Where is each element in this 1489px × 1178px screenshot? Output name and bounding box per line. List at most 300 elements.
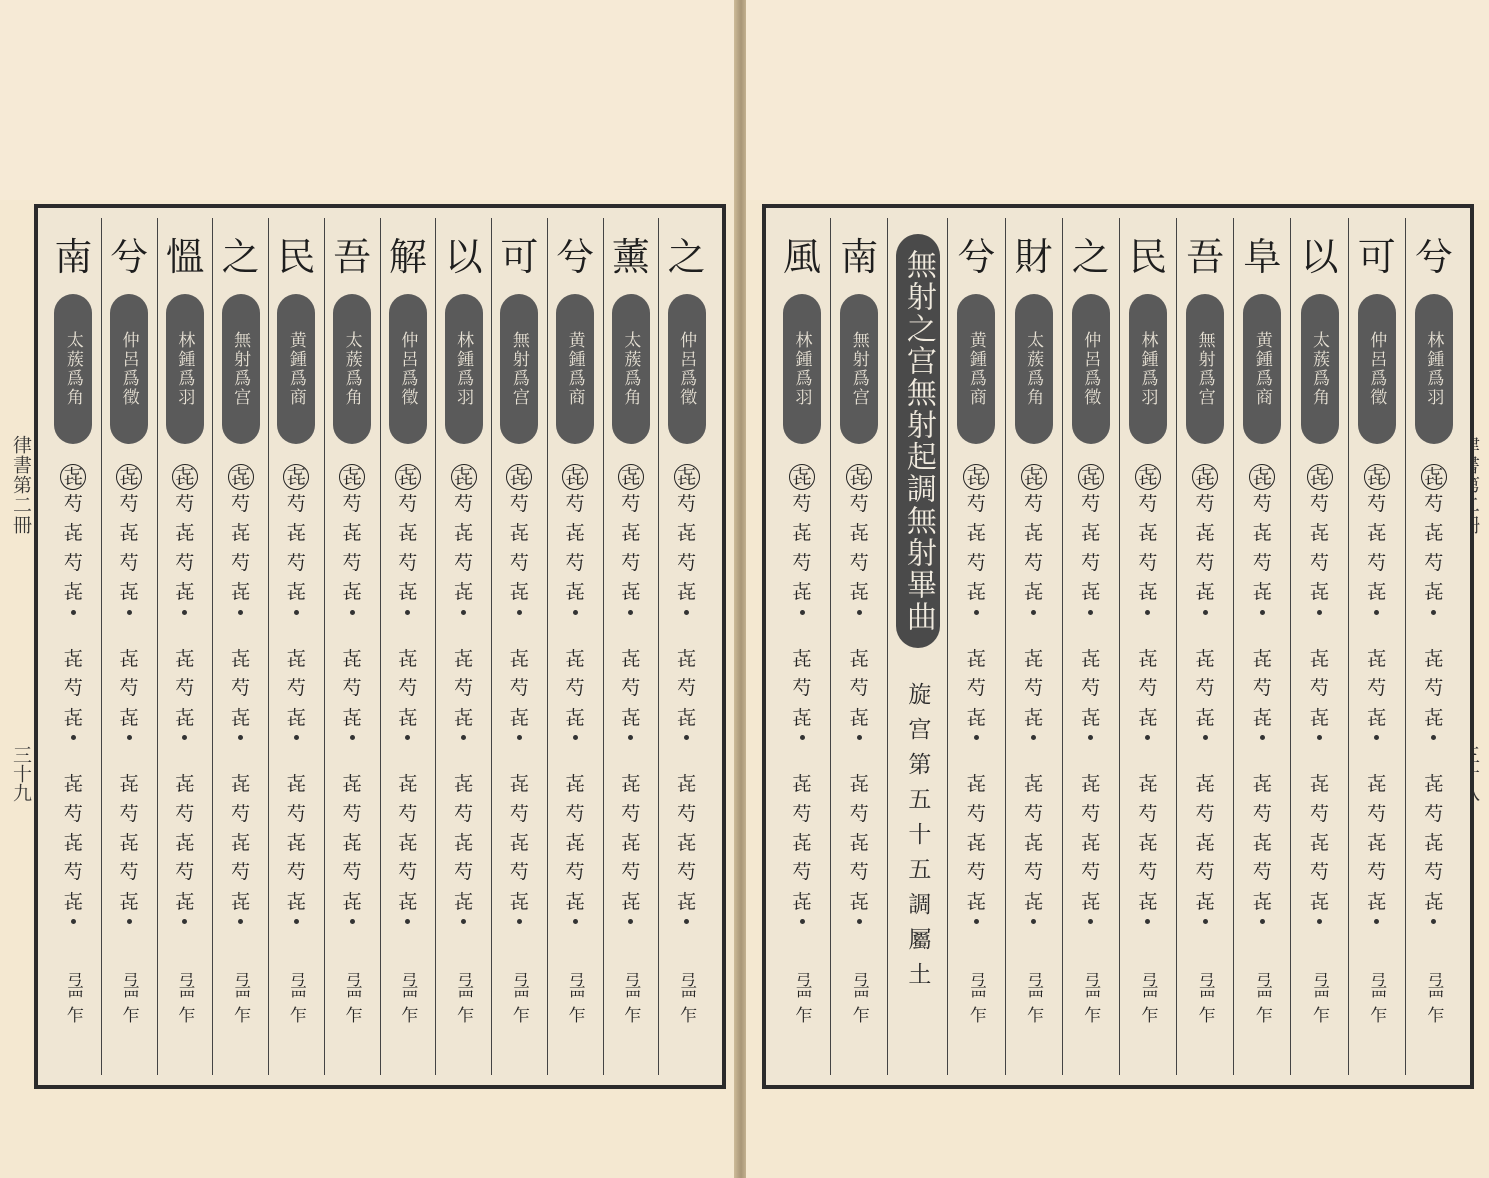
notation-phrase (963, 464, 989, 619)
phrase-dot (1431, 735, 1436, 740)
notation-glyph: 芍 (966, 551, 986, 574)
top-margin (0, 0, 736, 200)
notation-block (1307, 464, 1333, 954)
notation-phrase (677, 770, 696, 928)
phrase-dot (1203, 735, 1208, 740)
notation-glyph: 芍 (1195, 677, 1215, 700)
notation-glyph: 芍 (792, 551, 812, 574)
notation-glyph: 芍 (849, 861, 869, 884)
notation-glyph: 㐂 (1424, 890, 1444, 913)
notation-glyph: 㐂 (1024, 522, 1044, 545)
notation-phrase (64, 645, 83, 744)
notation-glyph: 㐂 (792, 706, 812, 729)
notation-glyph: 㐂 (849, 773, 869, 796)
notation-glyph: 㐂 (621, 773, 641, 796)
notation-phrase (967, 770, 986, 928)
notation-phrase (1367, 770, 1386, 928)
mode-label: 太蔟爲角 (341, 331, 362, 407)
notation-glyph: 芍 (849, 677, 869, 700)
notation-glyph: 㐂 (677, 522, 697, 545)
notation-glyph: 芍 (63, 551, 83, 574)
phrase-dot (1145, 919, 1150, 924)
notation-glyph: 芍 (175, 802, 195, 825)
notation-phrase (1135, 464, 1161, 619)
notation-glyph: 㐂 (63, 706, 83, 729)
notation-glyph: 芍 (342, 677, 362, 700)
mode-cartouche (1415, 294, 1453, 444)
mode-label: 太蔟爲角 (1023, 331, 1044, 407)
phrase-dot (1088, 919, 1093, 924)
mode-cartouche (277, 294, 315, 444)
title-column (887, 218, 947, 1075)
score-column (658, 218, 714, 1075)
notation-glyph: 㐂 (228, 464, 254, 490)
notation-phrase (566, 645, 585, 744)
lyric-character: 財 (1014, 235, 1053, 279)
notation-glyph: 芍 (1367, 861, 1387, 884)
notation-glyph: 㐂 (1424, 831, 1444, 854)
notation-glyph: 㐂 (454, 647, 474, 670)
notation-glyph: 㐂 (1195, 581, 1215, 604)
notation-glyph: 芍 (1424, 551, 1444, 574)
notation-glyph: 㐂 (1307, 464, 1333, 490)
notation-glyph: 㐂 (1310, 890, 1330, 913)
notation-block (789, 464, 815, 954)
notation-glyph: 㐂 (1252, 581, 1272, 604)
notation-phrase (343, 645, 362, 744)
performance-mark: 弖罒乍 (1423, 972, 1444, 1024)
phrase-dot (182, 610, 187, 615)
notation-glyph: 㐂 (231, 647, 251, 670)
notation-glyph: 㐂 (966, 890, 986, 913)
notation-phrase (1424, 770, 1443, 928)
notation-glyph: 芍 (231, 493, 251, 515)
phrase-dot (461, 735, 466, 740)
score-column (1405, 218, 1462, 1075)
notation-glyph: 芍 (509, 677, 529, 700)
notation-glyph: 㐂 (677, 647, 697, 670)
phrase-dot (800, 610, 805, 615)
notation-glyph: 芍 (1195, 493, 1215, 515)
notation-glyph: 㐂 (1367, 773, 1387, 796)
lyric-character: 可 (1357, 235, 1396, 279)
notation-glyph: 㐂 (60, 464, 86, 490)
phrase-dot (1317, 735, 1322, 740)
notation-glyph: 㐂 (63, 831, 83, 854)
notation-block (1249, 464, 1275, 954)
phrase-dot (628, 610, 633, 615)
mode-cartouche (1129, 294, 1167, 444)
notation-glyph: 芍 (1081, 551, 1101, 574)
notation-glyph: 芍 (454, 861, 474, 884)
notation-glyph: 芍 (342, 861, 362, 884)
notation-glyph: 芍 (63, 677, 83, 700)
phrase-dot (350, 735, 355, 740)
notation-glyph: 㐂 (1310, 773, 1330, 796)
notation-glyph: 㐂 (1192, 464, 1218, 490)
phrase-dot (238, 610, 243, 615)
notation-glyph: 㐂 (63, 581, 83, 604)
notation-glyph: 芍 (509, 861, 529, 884)
notation-glyph: 芍 (966, 802, 986, 825)
mode-label: 黄鍾爲商 (1251, 331, 1272, 407)
notation-glyph: 芍 (792, 493, 812, 515)
notation-glyph: 芍 (677, 802, 697, 825)
notation-phrase (454, 645, 473, 744)
notation-phrase (510, 770, 529, 928)
notation-glyph: 㐂 (1195, 522, 1215, 545)
notation-glyph: 芍 (63, 802, 83, 825)
notation-glyph: 㐂 (286, 522, 306, 545)
notation-glyph: 㐂 (231, 773, 251, 796)
notation-glyph: 㐂 (286, 581, 306, 604)
notation-glyph: 㐂 (621, 890, 641, 913)
notation-glyph: 㐂 (565, 831, 585, 854)
notation-phrase (287, 770, 306, 928)
notation-glyph: 㐂 (398, 706, 418, 729)
phrase-dot (1031, 919, 1036, 924)
fore-edge-title: 律書第二冊 (10, 435, 32, 535)
mode-label: 黄鍾爲商 (564, 331, 585, 407)
notation-glyph: 芍 (1310, 551, 1330, 574)
notation-block (674, 464, 700, 954)
lyric-character: 兮 (110, 235, 149, 279)
mode-label: 黄鍾爲商 (285, 331, 306, 407)
notation-glyph: 㐂 (792, 831, 812, 854)
notation-glyph: 芍 (1195, 861, 1215, 884)
notation-phrase (175, 770, 194, 928)
notation-glyph: 芍 (565, 551, 585, 574)
notation-glyph: 㐂 (342, 773, 362, 796)
notation-phrase (1021, 464, 1047, 619)
score-column (1290, 218, 1347, 1075)
top-margin (746, 0, 1489, 200)
mode-label: 無射爲宫 (508, 331, 529, 407)
notation-glyph: 芍 (119, 493, 139, 515)
performance-mark: 弖罒乍 (1251, 972, 1272, 1024)
phrase-dot (1145, 610, 1150, 615)
notation-glyph: 㐂 (1195, 773, 1215, 796)
notation-glyph: 㐂 (1024, 890, 1044, 913)
phrase-dot (127, 735, 132, 740)
notation-glyph: 芍 (1081, 802, 1101, 825)
phrase-dot (182, 735, 187, 740)
notation-glyph: 㐂 (792, 522, 812, 545)
notation-phrase (846, 464, 872, 619)
notation-glyph: 㐂 (1195, 706, 1215, 729)
notation-phrase (621, 770, 640, 928)
notation-glyph: 㐂 (677, 581, 697, 604)
notation-glyph: 㐂 (175, 522, 195, 545)
lyric-character: 之 (221, 235, 260, 279)
notation-glyph: 㐂 (1138, 522, 1158, 545)
score-column (101, 218, 157, 1075)
notation-glyph: 㐂 (119, 706, 139, 729)
notation-glyph: 㐂 (454, 581, 474, 604)
notation-glyph: 㐂 (1138, 890, 1158, 913)
notation-glyph: 芍 (1024, 493, 1044, 515)
notation-glyph: 㐂 (509, 773, 529, 796)
lyric-character: 以 (1300, 235, 1339, 279)
notation-glyph: 㐂 (1195, 890, 1215, 913)
notation-glyph: 㐂 (1024, 773, 1044, 796)
notation-glyph: 芍 (1424, 802, 1444, 825)
notation-glyph: 㐂 (175, 706, 195, 729)
performance-mark: 弖罒乍 (1080, 972, 1101, 1024)
notation-glyph: 㐂 (677, 890, 697, 913)
notation-glyph: 㐂 (1081, 831, 1101, 854)
mode-title: 無射之宫無射起調無射畢曲 (900, 249, 936, 633)
notation-glyph: 㐂 (1081, 647, 1101, 670)
lyric-character: 之 (667, 235, 706, 279)
notation-glyph: 㐂 (342, 647, 362, 670)
notation-block (172, 464, 198, 954)
notation-glyph: 㐂 (283, 464, 309, 490)
notation-glyph: 芍 (1367, 551, 1387, 574)
phrase-dot (1374, 610, 1379, 615)
notation-phrase (454, 770, 473, 928)
notation-phrase (506, 464, 532, 619)
notation-glyph: 芍 (1252, 493, 1272, 515)
notation-phrase (60, 464, 86, 619)
notation-phrase (1192, 464, 1218, 619)
phrase-dot (857, 735, 862, 740)
phrase-dot (71, 735, 76, 740)
notation-glyph: 㐂 (398, 647, 418, 670)
phrase-dot (1203, 919, 1208, 924)
notation-glyph: 㐂 (454, 890, 474, 913)
score-column (157, 218, 213, 1075)
notation-glyph: 芍 (175, 551, 195, 574)
notation-glyph: 㐂 (792, 647, 812, 670)
notation-glyph: 芍 (677, 677, 697, 700)
notation-glyph: 芍 (849, 551, 869, 574)
notation-phrase (120, 645, 139, 744)
notation-glyph: 㐂 (1138, 773, 1158, 796)
notation-glyph: 芍 (1138, 551, 1158, 574)
notation-glyph: 芍 (1310, 802, 1330, 825)
lyric-character: 民 (277, 235, 316, 279)
mode-label: 無射爲宫 (1194, 331, 1215, 407)
notation-glyph: 㐂 (175, 581, 195, 604)
notation-glyph: 㐂 (562, 464, 588, 490)
phrase-dot (1317, 610, 1322, 615)
phrase-dot (350, 610, 355, 615)
phrase-dot (1317, 919, 1322, 924)
notation-glyph: 㐂 (849, 706, 869, 729)
notation-phrase (674, 464, 700, 619)
phrase-dot (684, 735, 689, 740)
notation-glyph: 芍 (1424, 677, 1444, 700)
notation-glyph: 芍 (1252, 861, 1272, 884)
lyric-character: 解 (388, 235, 427, 279)
notation-glyph: 㐂 (175, 773, 195, 796)
lyric-character: 民 (1128, 235, 1167, 279)
score-column (46, 218, 101, 1075)
lyric-character: 吾 (333, 235, 372, 279)
notation-phrase (1421, 464, 1447, 619)
notation-glyph: 㐂 (1081, 581, 1101, 604)
mode-cartouche (1243, 294, 1281, 444)
notation-glyph: 㐂 (1424, 706, 1444, 729)
notation-glyph: 芍 (621, 802, 641, 825)
notation-glyph: 芍 (1252, 551, 1272, 574)
notation-glyph: 㐂 (454, 773, 474, 796)
notation-glyph: 㐂 (398, 522, 418, 545)
phrase-dot (1260, 735, 1265, 740)
notation-glyph: 芍 (63, 861, 83, 884)
notation-phrase (1078, 464, 1104, 619)
performance-mark: 弖罒乍 (230, 972, 251, 1024)
notation-block (1135, 464, 1161, 954)
notation-glyph: 㐂 (63, 773, 83, 796)
notation-phrase (510, 645, 529, 744)
lyric-character: 風 (783, 235, 822, 279)
notation-phrase (1138, 645, 1157, 744)
phrase-dot (1431, 610, 1436, 615)
notation-phrase (1364, 464, 1390, 619)
notation-glyph: 㐂 (565, 522, 585, 545)
notation-glyph: 芍 (1424, 861, 1444, 884)
notation-block (395, 464, 421, 954)
notation-glyph: 㐂 (621, 647, 641, 670)
notation-glyph: 芍 (565, 861, 585, 884)
notation-glyph: 㐂 (63, 647, 83, 670)
notation-glyph: 芍 (509, 493, 529, 515)
notation-glyph: 㐂 (966, 831, 986, 854)
phrase-dot (405, 919, 410, 924)
phrase-dot (461, 919, 466, 924)
notation-glyph: 芍 (286, 677, 306, 700)
lyric-character: 阜 (1243, 235, 1282, 279)
notation-glyph: 芍 (849, 493, 869, 515)
score-column (491, 218, 547, 1075)
notation-block (1192, 464, 1218, 954)
notation-glyph: 㐂 (119, 890, 139, 913)
phrase-dot (517, 919, 522, 924)
mode-cartouche (389, 294, 427, 444)
notation-glyph: 㐂 (1310, 581, 1330, 604)
notation-phrase (850, 770, 869, 928)
phrase-dot (1088, 735, 1093, 740)
score-column (947, 218, 1004, 1075)
page-number: 三十九 (10, 745, 32, 802)
notation-phrase (64, 770, 83, 928)
phrase-dot (974, 610, 979, 615)
mode-label: 仲呂爲徵 (397, 331, 418, 407)
performance-mark: 弖罒乍 (1194, 972, 1215, 1024)
notation-glyph: 㐂 (1195, 831, 1215, 854)
mode-label: 無射爲宫 (230, 331, 251, 407)
phrase-dot (857, 610, 862, 615)
notation-glyph: 㐂 (1367, 647, 1387, 670)
notation-glyph: 芍 (1138, 802, 1158, 825)
notation-glyph: 芍 (1310, 493, 1330, 515)
phrase-dot (1260, 919, 1265, 924)
notation-glyph: 芍 (1024, 802, 1044, 825)
notation-block (339, 464, 365, 954)
phrase-dot (294, 919, 299, 924)
notation-glyph: 㐂 (1024, 831, 1044, 854)
phrase-dot (1374, 735, 1379, 740)
phrase-dot (71, 610, 76, 615)
notation-glyph: 㐂 (1310, 706, 1330, 729)
score-column (1062, 218, 1119, 1075)
notation-phrase (793, 645, 812, 744)
lyric-character: 南 (54, 235, 93, 279)
notation-glyph: 㐂 (509, 831, 529, 854)
phrase-dot (1031, 610, 1036, 615)
notation-glyph: 芍 (175, 677, 195, 700)
notation-phrase (793, 770, 812, 928)
notation-glyph: 㐂 (1252, 890, 1272, 913)
notation-glyph: 㐂 (286, 831, 306, 854)
notation-block (1021, 464, 1047, 954)
notation-glyph: 㐂 (63, 890, 83, 913)
notation-block (451, 464, 477, 954)
notation-phrase (1024, 645, 1043, 744)
notation-glyph: 芍 (792, 677, 812, 700)
notation-glyph: 㐂 (509, 706, 529, 729)
notation-glyph: 㐂 (398, 890, 418, 913)
notation-glyph: 芍 (119, 802, 139, 825)
notation-phrase (283, 464, 309, 619)
notation-glyph: 㐂 (172, 464, 198, 490)
notation-phrase (231, 645, 250, 744)
notation-glyph: 㐂 (849, 647, 869, 670)
notation-glyph: 㐂 (1367, 706, 1387, 729)
mode-label: 林鍾爲羽 (174, 331, 195, 407)
notation-glyph: 㐂 (789, 464, 815, 490)
mode-label: 仲呂爲徵 (1366, 331, 1387, 407)
phrase-dot (1031, 735, 1036, 740)
phrase-dot (573, 610, 578, 615)
notation-glyph: 㐂 (509, 581, 529, 604)
notation-glyph: 芍 (565, 677, 585, 700)
notation-phrase (287, 645, 306, 744)
notation-glyph: 芍 (119, 861, 139, 884)
notation-glyph: 㐂 (565, 706, 585, 729)
notation-glyph: 芍 (175, 493, 195, 515)
notation-phrase (1310, 770, 1329, 928)
phrase-dot (628, 735, 633, 740)
notation-glyph: 芍 (286, 551, 306, 574)
notation-glyph: 㐂 (1367, 581, 1387, 604)
notation-glyph: 㐂 (175, 890, 195, 913)
notation-glyph: 芍 (1081, 861, 1101, 884)
notation-block (60, 464, 86, 954)
notation-glyph: 芍 (1138, 861, 1158, 884)
score-column (212, 218, 268, 1075)
notation-glyph: 㐂 (966, 581, 986, 604)
notation-glyph: 芍 (119, 677, 139, 700)
notation-glyph: 㐂 (342, 890, 362, 913)
lyric-character: 之 (1071, 235, 1110, 279)
notation-glyph: 芍 (454, 677, 474, 700)
notation-glyph: 㐂 (119, 581, 139, 604)
notation-glyph: 芍 (1367, 677, 1387, 700)
phrase-dot (684, 610, 689, 615)
notation-glyph: 㐂 (454, 706, 474, 729)
performance-mark: 弖罒乍 (1023, 972, 1044, 1024)
notation-glyph: 芍 (175, 861, 195, 884)
notation-phrase (339, 464, 365, 619)
notation-glyph: 㐂 (119, 831, 139, 854)
score-columns (774, 218, 1462, 1075)
mode-subtitle: 旋宫第五十五調屬土 (904, 682, 931, 997)
score-column (380, 218, 436, 1075)
notation-glyph: 㐂 (454, 522, 474, 545)
